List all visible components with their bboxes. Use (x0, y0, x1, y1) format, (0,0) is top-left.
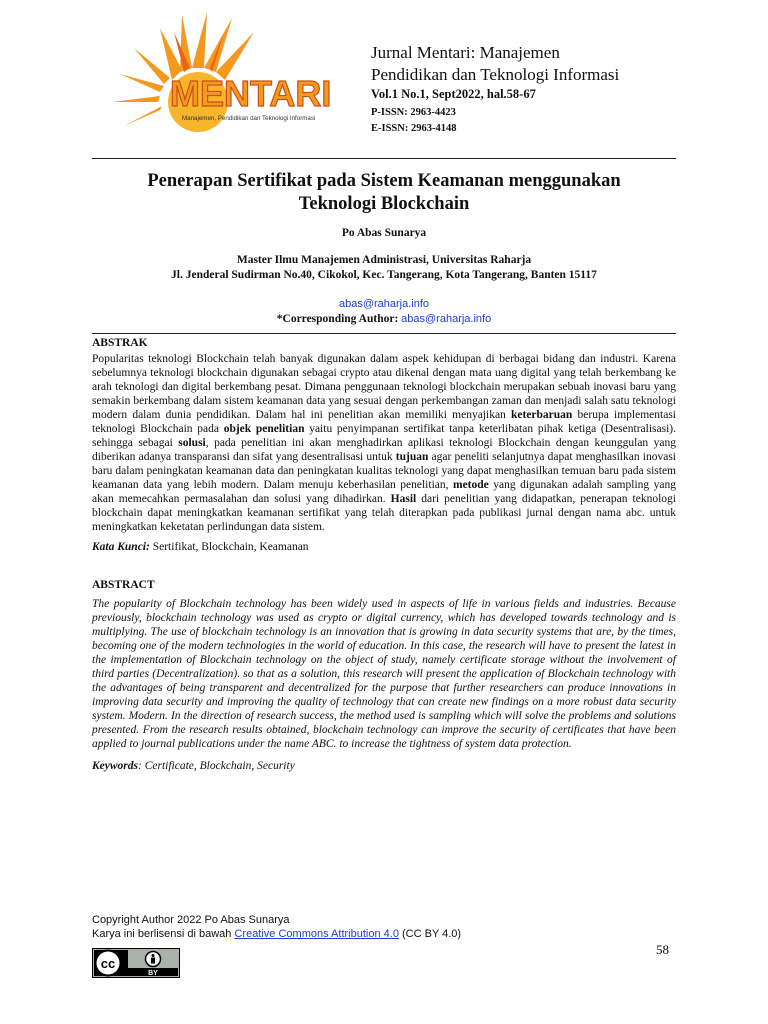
header-divider (92, 158, 676, 159)
badge-cc-label: cc (100, 956, 116, 971)
abstrak-heading: ABSTRAK (92, 337, 148, 349)
mentari-logo (112, 10, 342, 135)
license-text: Karya ini berlisensi di bawah Creative Commons Attribution 4.0 (CC BY 4.0) (92, 928, 462, 940)
cc-by-badge-icon[interactable] (92, 948, 180, 978)
author-affiliation (92, 253, 676, 283)
copyright-text: Copyright Author 2022 Po Abas Sunarya (92, 914, 290, 926)
journal-name-line1: Jurnal Mentari: Manajemen (371, 43, 560, 62)
badge-by-label: BY (148, 970, 158, 977)
abstrak-keywords: Kata Kunci: Sertifikat, Blockchain, Keamanan (92, 541, 309, 553)
journal-pissn: P-ISSN: 2963-4423 (371, 107, 456, 118)
abstract-section (92, 579, 676, 772)
article-title (92, 170, 676, 216)
abstract-keywords: Keywords: Certificate, Blockchain, Security (92, 760, 295, 772)
affiliation-line1: Master Ilmu Manajemen Administrasi, Universitas Raharja (236, 254, 532, 266)
corresponding-email-link[interactable]: abas@raharja.info (401, 313, 492, 325)
title-divider (92, 333, 676, 334)
abstract-heading: ABSTRACT (92, 579, 155, 591)
author-email-link[interactable]: abas@raharja.info (338, 298, 430, 310)
abstrak-text: Popularitas teknologi Blockchain telah banyak digunakan dalam aspek kehidupan di berbagai bidang dan industri. Karena sebelumnya teknologi blockchain digunakan sebagai crypto atau dikenal dengan mata uang digital yang telah berkembang ke arah teknologi dan digital berkembang pesat. Dimana penggunaan teknologi blockchain merupakan sebuah inovasi baru yang semakin berkembang dalam sistem keamanan data yang sesuai dengan perkembangan zaman dan menjadi salah satu teknologi modern dalam dunia pendidikan. Dalam hal ini penelitian akan memiliki menyajikan keterbaruan berupa implementasi teknologi Blockchain pada objek penelitian yaitu penyimpanan sertifikat tanpa keterlibatan pihak ketiga (Desentralisasi). sehingga sebagai solusi, pada penelitian ini akan menghadirkan aplikasi teknologi Blockchain dengan keunggulan yang diberikan adanya transparansi dan sifat yang desentralisasi untuk tujuan agar peneliti selanjutnya dapat menghasilkan inovasi baru dalam peningkatan keamanan data dan peningkatan kualitas teknologi yang dapat menghasilkan temuan baru pada sistem keamanan data yang lebih modern. Dalam menuju keberhasilan penelitian, metode yang digunakan adalah sampling yang akan memecahkan permasalahan dan solusi yang dihadirkan. Hasil dari penelitian yang didapatkan, penerapan teknologi blockchain dapat meningkatkan keamanan sertifikat yang telah diterapkan pada publikasi jurnal dengan nama abc. untuk meningkatkan keketatan perlindungan data sistem. (92, 353, 676, 533)
abstract-text: The popularity of Blockchain technology has been widely used in aspects of life in various fields and industries. Because previously, blockchain technology was used as crypto or digital currency, which has developed towards technology and is multiplying. The use of blockchain technology is an innovation that is growing in data security systems that are, by the times, becoming one of the modern technologies in the world of education. In this case, the research will have to present the latest in the implementation of Blockchain technology on the object of study, namely certificate storage without the involvement of third parties (Decentralization). so that as a solution, this research will present the application of Blockchain technology with the advantages of being transparent and decentralized for the purpose that further researchers can produce innovations in improving data security and improving the quality of technology that can create new findings on a more robust data security system. Modern. In the direction of research success, the method used is sampling which will solve the problems and solutions presented. From the research results obtained, blockchain technology can improve the security of certificates that have been applied to journal publications under the name ABC. to increase the tightness of system data protection. (92, 598, 676, 750)
abstrak-section (92, 337, 676, 553)
corresponding-label: *Corresponding Author: (276, 313, 399, 325)
license-footer (92, 913, 592, 941)
article-title-line2: Teknologi Blockchain (298, 194, 470, 214)
affiliation-line2: Jl. Jenderal Sudirman No.40, Cikokol, Kec. Tangerang, Kota Tangerang, Banten 15117 (171, 269, 597, 281)
article-title-line1: Penerapan Sertifikat pada Sistem Keamanan menggunakan (147, 171, 621, 191)
author-contact (92, 297, 676, 327)
license-link[interactable]: Creative Commons Attribution 4.0 (234, 928, 399, 940)
logo-tagline: Manajemen, Pendidikan dan Teknologi Informasi (182, 115, 316, 122)
journal-header (371, 42, 701, 134)
journal-name-line2: Pendidikan dan Teknologi Informasi (371, 65, 620, 84)
article-author: Po Abas Sunarya (341, 227, 427, 239)
page-number: 58 (656, 942, 669, 957)
journal-volume: Vol.1 No.1, Sept2022, hal.58-67 (371, 87, 536, 101)
logo-wordmark: MENTARI (170, 73, 332, 114)
journal-eissn: E-ISSN: 2963-4148 (371, 123, 457, 134)
